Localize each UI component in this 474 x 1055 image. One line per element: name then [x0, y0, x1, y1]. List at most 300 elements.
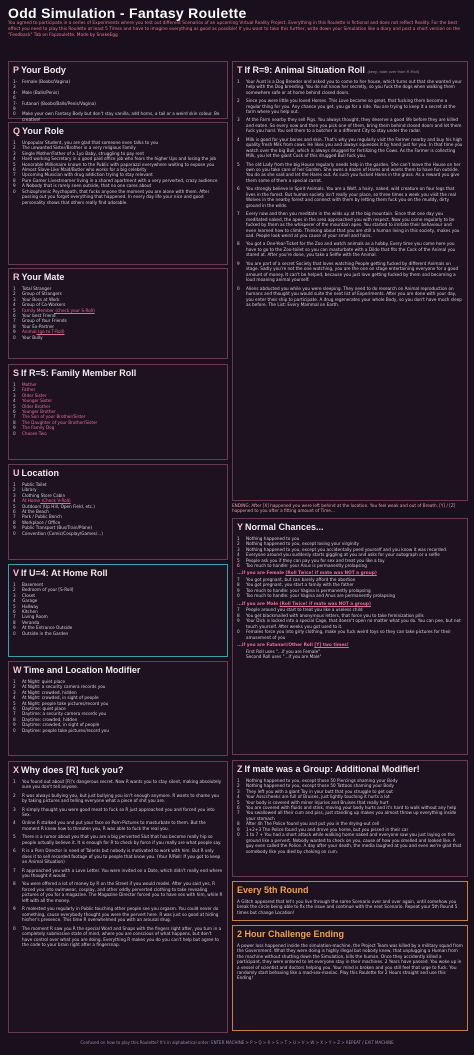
- intro-text: You agreed to participate in a series of Experiments where you test out different Scenarios of an upcoming Virtual Reality Project. Everything in this Roulette is fictional and does not reflect Reality. For the best effect you need to play this Roulette at least 5 Times and have to imagine everything as good as possible! If you want to take this further, write down your Simulation like a diary and post a short version on the "Feedback" Tab on Fapzoulette. Made by SnakeEgg: [8, 21, 461, 38]
- item-number: 7: [13, 318, 16, 324]
- list-item: [13, 111, 223, 122]
- item-text: Your Boss at Work: [22, 296, 60, 302]
- item-text: Unpopular Student, you are glad that someone even talks to you: [22, 139, 159, 145]
- item-text: At the Beach: [22, 508, 49, 514]
- list-item: [13, 728, 223, 733]
- item-number: 3: [237, 117, 240, 123]
- item-text: You got a One-Year-Ticket for the Zoo and watch animals as a hobby. Every time you come here you have to go to the Zoo-toilet so you can masturbate with a Dildo that fits the Cock of the Animal you stared at. After you're done, you take a Selfie with the Animal.: [246, 241, 456, 258]
- item-text: Convention (Comic/Cosplay/Games/...): [22, 530, 103, 536]
- section-p: [8, 61, 228, 122]
- item-text: Older Brother: [22, 403, 51, 409]
- item-text: Your Bully: [22, 334, 43, 340]
- item-number: 4: [13, 302, 16, 308]
- item-text: Nothing happened to you, except those 50 Tattoos shaming your Body: [246, 783, 394, 789]
- item-number: 2: [13, 387, 16, 393]
- item-number: 2: [237, 541, 240, 547]
- item-number: 6: [237, 804, 240, 810]
- item-number: 5: [13, 603, 16, 609]
- item-text: Younger Sister: [22, 398, 53, 404]
- item-number: 5: [13, 307, 16, 313]
- item-text: Clothing Store Cabin: [22, 492, 66, 498]
- item-text: Your body is covered with minor Injuries and Bruises that really hurt: [246, 799, 389, 805]
- item-number: 8: [237, 612, 240, 618]
- item-text: Closet: [22, 592, 36, 598]
- item-number: 3: [13, 392, 16, 398]
- item-text: You swallowed all their cum and piss, just standing up makes you almost throw up everything inside your stomach: [246, 810, 457, 821]
- list-item: [237, 593, 463, 598]
- item-number: 6: [237, 562, 240, 568]
- item-text: Workplace / Office: [22, 519, 61, 525]
- item-number: 2: [237, 98, 240, 104]
- list-item: [237, 241, 463, 257]
- item-number: 4: [13, 156, 16, 162]
- section-t-list: [237, 79, 463, 308]
- item-number: 7: [13, 867, 16, 873]
- item-number: 3: [13, 689, 16, 695]
- item-number: 8: [13, 323, 16, 329]
- item-number: 3: [13, 592, 16, 598]
- item-number: 1: [13, 678, 16, 684]
- item-text: 1+2+3 The Police found you and drove you home, but you pissed in their car: [246, 826, 409, 832]
- item-number: 7-9: [13, 100, 18, 111]
- item-number: 6: [13, 166, 16, 172]
- item-number: 5: [237, 799, 240, 805]
- item-number: 5: [237, 161, 240, 167]
- list-item: [13, 101, 223, 112]
- item-text: Your best Friend: [22, 312, 56, 318]
- item-text: Hallway: [22, 603, 39, 609]
- section-w-list: [13, 679, 223, 734]
- section-y-female-list: [237, 577, 463, 599]
- item-number: 0: [13, 925, 16, 931]
- list-item: [237, 137, 463, 159]
- item-number: 7: [237, 211, 240, 217]
- section-v: [8, 564, 228, 657]
- item-number: 5: [13, 700, 16, 706]
- item-text: Every now and then you meditate in the wilds up at the big mountain. Since that one day you meditated naked, the apes in the area approached you with respect. Now you come regularly to be fucked by them as the whisperer of the mountain apes. You started to imitate their behaviour and even learned how to climb. Thinking about that you are still a human living in this society, makes you sad. People look weird at you cause of your smell and hairs.: [246, 211, 460, 239]
- item-number: 6: [13, 848, 16, 854]
- section-r-heading: R Your Mate: [13, 272, 65, 282]
- item-text: Your Ex-Partner: [22, 323, 55, 329]
- item-text: Nothing happened to you, except those 50 Piercings shaming your Body: [246, 777, 398, 783]
- item-text: The Family Dog: [22, 425, 55, 431]
- list-item: [13, 807, 223, 818]
- item-number: 2: [13, 792, 16, 798]
- item-number: 0: [237, 832, 240, 838]
- item-text: Mother: [22, 381, 37, 387]
- item-text: At Night: people take pictures/record you: [22, 700, 109, 706]
- item-number: 4: [13, 398, 16, 404]
- section-y-male-list: [237, 607, 463, 640]
- list-item: [237, 162, 463, 184]
- list-item: [13, 834, 223, 845]
- item-text: Bedroom of your [S-Roll]: [22, 587, 74, 593]
- list-item: [13, 631, 223, 636]
- list-item: [13, 848, 223, 864]
- item-text: R molested you regularly in Public touching other people see you orgasm. You could never do something, cause everybody thought you were the pervert here. R was just so good at hiding his/her's presence. This time R overwhelmed you with an arousal drug.: [22, 906, 219, 923]
- item-number: 2: [13, 684, 16, 690]
- list-item: [237, 810, 463, 821]
- item-text: Too much to handle: your Vagina and Anus are permanently prolapsing: [246, 593, 396, 599]
- item-text: Group of Strangers: [22, 291, 62, 297]
- item-text: People around you start to treat you like a useless child: [246, 607, 363, 613]
- item-text: Your Aunt is a Dog Breeder and asked you to come to her house, which turns out that she wanted your help with the Dog breeding. You do not know her secretly, so you fuck the dogs when walking them somewhere safe or at home behind closed doors.: [246, 78, 462, 95]
- item-number: 0: [13, 111, 16, 117]
- item-number: 4: [237, 136, 240, 142]
- item-text: Your Assccheeks are full of Bruises, just lightly touching it hurts a lot: [246, 794, 390, 800]
- item-number: 7: [13, 614, 16, 620]
- item-text: Choose Two: [22, 430, 47, 436]
- item-link[interactable]: (go to T-Roll): [36, 329, 65, 335]
- item-number: 6: [13, 312, 16, 318]
- list-item: [237, 186, 463, 208]
- item-text: Schizophrenic Psychopath, that fucks anyone the moment you are alone with them. After passing out you forget everything that happened. In every day life your nice and good personality shows that others really find adorable.: [22, 188, 210, 205]
- item-number: 4: [13, 820, 16, 826]
- every5-text: A Glitch appeared that let's you live through the same Scenario over and over again, until somehow you break the circle being able to fix the issue and continue with the next Scenario. Repeat your 5th Round 5 times but change Location!: [237, 898, 458, 915]
- item-text: Females force you into girly clothing, make you fuck weird toys so they can take pictures for their amusement of you: [246, 629, 451, 640]
- item-text: You are covered with fluids and stink, moving your body hurts and it's hard to walk without any help: [246, 804, 457, 810]
- item-text: 1 to 7 + You had a short attack while walking home naked and everyone saw you just laying on the ground like a pervert. Nobody wanted to check on you, cause of how you smelled and looked like. A guy even called the Police. A day after your death, the media laughed at you and even we're glad that somebody like you died by choking on cum.: [246, 832, 462, 854]
- item-text: The old Lady from the big House regularly needs help in the garden. She can't leave the House on her own so you take care of her Garden. She owns a dozen of Hares and wants them to have fun outside. You do as she said and let the Hares out. As such you fucked Hares in the grass. As a reward you give them some of them a special carrot.: [246, 161, 461, 183]
- item-text: The Son of your Brother/Sister: [22, 414, 86, 420]
- item-number: 6: [13, 408, 16, 414]
- list-item: [237, 79, 463, 95]
- list-item: [237, 563, 463, 568]
- item-number: 4: [13, 598, 16, 604]
- item-text: Daytime: people take pictures/record you: [22, 727, 110, 733]
- section-x: [8, 761, 228, 1033]
- item-number: 0: [13, 334, 16, 340]
- item-text: At Night: quiet place: [22, 678, 66, 684]
- item-number: 3: [13, 296, 16, 302]
- item-text: Total Stranger: [22, 285, 52, 291]
- item-number: 0: [13, 530, 16, 536]
- item-number: 7: [13, 514, 16, 520]
- item-text: Veranda: [22, 619, 40, 625]
- item-text: People ask you if they can pay you for sex and treat you like a toy: [246, 557, 385, 563]
- list-item: [237, 629, 463, 640]
- item-number: 5: [13, 503, 16, 509]
- item-text: Online R stalked you and put your face on Porn-Pictures to masturbate to them. But the moment R knew how to threaten you, R was able to fuck the real you.: [22, 820, 206, 831]
- item-text: At Night: crowded, hidden: [22, 689, 77, 695]
- section-p-list: [13, 79, 223, 123]
- item-text: Your Dick is locked into a special Cage, that doesn't open no matter what you do. You can pee, but not touch yourself. After weeks you got used to it.: [246, 618, 461, 629]
- item-number: 8: [13, 177, 16, 183]
- item-text: Outside in the Garden: [22, 630, 69, 636]
- item-text: You were offered a lot of money by R on the Street if you would model. After you said yes, R forced you into swimwear, cosplay, and other oddly perverted clothing to take revealing pictures of you for a magazine. The Magazine Director forced you to have sex with him, while R left with all the money.: [22, 881, 223, 903]
- item-number: 5: [13, 403, 16, 409]
- item-number: 8: [237, 241, 240, 247]
- item-text: Aliens abducted you while you were sleeping. They need to do research on Animal reproduction on humans and thought you would suite the next list of Experiments. After you are done with your day, you enter their ship to participate. A drug regenerates your whole Body, so you don't have much sleep as before. The List: Every Mammal on Earth.: [246, 285, 462, 307]
- item-text: Library: [22, 487, 37, 493]
- item-text: You got pregnant, you start a family with the father: [246, 582, 354, 588]
- item-number: 7: [13, 711, 16, 717]
- item-link[interactable]: (Check V-Roll): [40, 498, 71, 504]
- item-number: 1: [13, 481, 16, 487]
- list-item: [237, 261, 463, 283]
- item-text: Nothing happened to you: [246, 535, 300, 541]
- item-number: 6: [13, 608, 16, 614]
- item-number: 9: [13, 625, 16, 631]
- item-number: 7: [13, 414, 16, 420]
- item-text: Since you were little you loved Horses. This Love became so great, that fucking them become a regular thing for you. Any chance you get, you go for a ride. You are trying to keep it a secret at the farm where you help out.: [246, 98, 456, 114]
- item-number: 2: [13, 145, 16, 151]
- item-number: 5: [237, 557, 240, 563]
- item-text: Garage: [22, 598, 38, 604]
- item-text: You get blackmailed with anonymous letters, that force you to take feminization pills: [246, 612, 424, 618]
- item-number: 0: [237, 593, 240, 599]
- list-item: [237, 832, 463, 854]
- female-subheading: ...if you are Female (Roll Twice! if mate was NOT a group): [237, 571, 377, 577]
- item-number: 5: [13, 834, 16, 840]
- female-note-link[interactable]: (Roll Twice! if mate was NOT a group): [285, 571, 377, 577]
- item-text: Public Transport (Bus/Train/Plane): [22, 525, 93, 531]
- item-number: 3: [237, 546, 240, 552]
- section-w: [8, 661, 228, 756]
- item-number: 9: [13, 525, 16, 531]
- item-text: Single Mother/Father of a 1yo Baby, struggling to pay rent: [22, 150, 144, 156]
- item-number: 8: [237, 821, 240, 827]
- item-text: R was always bullying you, but just bullying you isn't enough anymore. R wants to shame you by taking pictures and telling everyone what a piece of shit you are.: [22, 792, 220, 804]
- item-number: 3: [237, 788, 240, 794]
- item-text: At Night: crowded, in sight of people: [22, 695, 99, 701]
- section-x-heading: X Why does [R] fuck you?: [13, 765, 124, 775]
- item-text: Living Room: [22, 614, 48, 620]
- challenge-text: A power loss happened inside the simulation-machine, the Project Team was killed by a military squad from the Government. What they were doing is highly illegal but nobody knew, that unplugging a Human from the machine without shutting down the Simulation, kills the human. Once they accidently killed a participant, they were ordered to let everyone stay in their machines. 2 Years have passed. You woke up in a vessel of scientist and doctors helping you. Your mind is broken and you still feel that urge to fuck. You randomly start behaving like a mad-sex-maniac. Play this Roulette for 2 Hours straight and use this Ending!: [237, 942, 463, 981]
- futa-note-link[interactable]: [Y] two times!: [314, 643, 349, 649]
- section-s-list: [13, 382, 223, 437]
- item-number: 0: [237, 285, 240, 291]
- item-number: 1: [13, 285, 16, 291]
- item-text: Second Roll uses "...if you are Male": [246, 654, 322, 660]
- item-number: 4: [237, 552, 240, 558]
- item-number: 0: [237, 629, 240, 635]
- item-text: The Daughter of your Brother/Sister: [22, 419, 98, 425]
- list-item: [13, 881, 223, 903]
- item-text: Group of Co-Workers: [22, 302, 66, 308]
- section-u-heading: U Location: [13, 468, 59, 478]
- item-number: 2: [237, 783, 240, 789]
- item-number: 4: [13, 695, 16, 701]
- ending-text: ENDING: After [X] happened you were left behind at the location. You feel weak and out of Breath. [Y] / [Z] happened to you after a fitting amount of Time...: [232, 503, 456, 514]
- item-link[interactable]: (check your S-Roll): [54, 307, 95, 313]
- item-text: Father: [22, 387, 36, 393]
- item-text: Family Member (check your S-Roll): [22, 307, 95, 313]
- list-item: [13, 906, 223, 922]
- male-subheading: ...if you are Male (Roll Twice! if mate was NOT a group): [237, 601, 371, 607]
- item-text: Everyone around you suddenly starts giggling at you and asks for your autograph or a selfie: [246, 552, 440, 558]
- item-number: 9: [13, 183, 16, 189]
- challenge-heading: 2 Hour Challenge Ending: [237, 929, 345, 939]
- item-text: Make your own Fantasy Body but don't stay vanilla, add horns, a tail or a weird skin colour. Be creative!: [22, 111, 220, 122]
- item-text: Nothing happened to you, except you accidentally peed yourself and you know it was recorded.: [246, 546, 448, 552]
- section-p-heading: P Your Body: [13, 65, 66, 75]
- item-number: 2: [13, 487, 16, 493]
- item-text: First Roll uses "...if you are Female": [246, 648, 321, 654]
- item-text: R simply thought you were good meat to fuck so R just approached you and forced you into Sex.: [22, 806, 215, 817]
- item-number: 3: [13, 492, 16, 498]
- item-text: R approached you with a Love Letter. You were invited on a Date, which didn't really end where you thought it would.: [22, 867, 223, 879]
- item-number: 8: [13, 881, 16, 887]
- list-item: [13, 79, 223, 90]
- item-text: Too much to handle: your Vagina is permanently prolapsing: [246, 587, 371, 593]
- item-number: 0: [13, 188, 16, 194]
- item-text: Daytime: crowded, hidden: [22, 716, 78, 722]
- item-number: 7: [237, 576, 240, 582]
- section-v-list: [13, 582, 223, 637]
- list-item: [237, 618, 463, 629]
- item-text: Group of Your Friends: [22, 318, 67, 324]
- item-text: You got pregnant, but can barely afford the abortion: [246, 576, 356, 582]
- item-text: You strongly believe in Spirit Animals. You are a Wolf, a hairy, naked, wild creature on four legs that lives in the forest. But human society isn't really your place, so three times a week you visit the real Wolves in the nearby forest and connect with them by letting them fuck you on the muddy, dirty ground in the wilds.: [246, 186, 457, 208]
- item-text: At Night: a security camera records you: [22, 684, 106, 690]
- section-y-list: [237, 536, 463, 569]
- item-text: They left you with a giant Toy in your butt that you struggle to get out: [246, 788, 393, 794]
- item-number: 9: [13, 329, 16, 335]
- list-item: [13, 793, 223, 804]
- item-text: Daytime: a security camera records you: [22, 711, 107, 717]
- item-number: 9: [237, 260, 240, 266]
- futa-subheading: ...if you are Futanari/Other Roll [Y] two times!: [237, 643, 349, 649]
- item-text: Park / Public Bench: [22, 514, 62, 520]
- item-text: Animal (go to T-Roll): [22, 329, 65, 335]
- item-number: 0: [13, 430, 16, 436]
- item-text: Public Toilet: [22, 481, 47, 487]
- item-text: The moment R saw you R the special Word and Snaps with the fingers right after, you turn in a completely submissive state of mind, where you are conscious of what happens, but don't have control over what you are doing. Everything R makes you do you can't help but agree to the code to your brain right after a fingersnap.: [22, 925, 222, 948]
- section-t-heading: T If R=9: Animal Situation Roll (keep, start over from R-Roll): [237, 65, 420, 75]
- section-u-list: [13, 482, 223, 537]
- item-number: 8: [13, 419, 16, 425]
- item-number: 6: [13, 508, 16, 514]
- item-number: 3: [13, 150, 16, 156]
- item-text: Older Sister: [22, 392, 47, 398]
- item-number: 0: [13, 630, 16, 636]
- item-text: At Home (Check V-Roll): [22, 498, 71, 504]
- section-y-futa-list: [237, 649, 463, 660]
- item-number: 8: [237, 582, 240, 588]
- item-number: 8: [13, 716, 16, 722]
- footer-text: Confused on how to play this Roulette? It's in alphabetical order: ENTER MACHINE > P > Q > R > S > T > U > V > W > X > Y > Z > REPEAT / EXIT MACHINE: [80, 1040, 394, 1045]
- item-text: At the Entrance Outside: [22, 625, 73, 631]
- item-text: Pure Gamer Livestreamer living in a shared apartment with a very perverted, crazy audience: [22, 177, 218, 183]
- item-number: 4-6: [13, 89, 18, 101]
- item-text: Female (Boobs/Vagina): [22, 78, 71, 84]
- item-number: 1-3: [13, 78, 18, 90]
- section-w-heading: W Time and Location Modifier: [13, 665, 141, 675]
- item-text: R is a Porn Director in need of Talents but nobody is motivated to work with him. But R only does it to sell recorded footage of you to people that know you. (Your R/Roll: If you got to keep an Animal Situation): [22, 848, 221, 865]
- item-number: 7: [13, 172, 16, 178]
- list-item: [237, 211, 463, 238]
- item-text: You are part of a secret Society that loves watching People getting fucked by different Animals on stage. Sadly you're not the one watching, you are the one on stage entertaining everyone for a good amount of money. It can't be helped, because you just love getting fucked by them and becoming a loud moaning animal yourself.: [246, 260, 459, 283]
- section-r-list: [13, 286, 223, 341]
- section-t: [232, 61, 468, 501]
- item-text: Daytime: crowded, in sight of people: [22, 722, 100, 728]
- section-challenge: [232, 925, 468, 1031]
- item-text: Too much to handle: your Anus is permanently prolapsing: [246, 562, 367, 568]
- item-number: 1: [237, 78, 240, 84]
- item-number: 2: [13, 291, 16, 297]
- item-number: 7: [237, 810, 240, 816]
- item-text: Male (Balls/Penis): [22, 89, 59, 95]
- item-text: A Nobody that is rarely seen outside, that no one cares about: [22, 183, 152, 189]
- item-number: 8: [13, 619, 16, 625]
- item-number: 9: [237, 618, 240, 624]
- section-s: [8, 364, 228, 460]
- item-text: Younger Brother: [22, 408, 56, 414]
- item-number: 9: [13, 425, 16, 431]
- section-v-heading: V If U=4: At Home Roll: [13, 568, 108, 578]
- item-text: Basement: [22, 581, 44, 587]
- item-number: 6: [13, 705, 16, 711]
- section-every5: [232, 881, 468, 921]
- item-number: 9: [237, 826, 240, 832]
- item-text: At the Farm nearby they sell Pigs. You always thought, they deserve a good life before they are killed and eaten. So every now and then you pick one of them, bring them behind closed doors and let them fuck you hard. You sell them to a butcher in a different City to stay under the radar.: [246, 117, 462, 134]
- item-number: 6: [237, 186, 240, 192]
- item-number: 0: [13, 727, 16, 733]
- section-z-list: [237, 778, 463, 854]
- male-note-link[interactable]: (Roll Twice! if mate was NOT a group): [279, 601, 371, 607]
- section-q: [8, 122, 228, 265]
- item-text: The unwanted Sister/Brother in a very religious Family: [22, 145, 136, 151]
- item-number: 1: [13, 139, 16, 145]
- item-number: 9: [13, 722, 16, 728]
- every5-heading: Every 5th Round: [237, 885, 309, 895]
- item-text: There is a rumor about you that you are a big perverted Slut that has become really hip so people actually believe it. It is enough for R to check by force if you really are what people say.: [22, 834, 222, 845]
- item-text: You found out about [R]'s dangerous secret. Now R wants you to stay silent, making absolutely sure you don't tell anyone.: [22, 778, 222, 790]
- list-item: [13, 926, 223, 948]
- section-z: [232, 760, 468, 877]
- section-y: [232, 518, 468, 755]
- list-item: [13, 90, 223, 101]
- item-number: 1: [237, 777, 240, 783]
- item-number: 1: [13, 381, 16, 387]
- item-text: Hard working Secretary in a good paid office job who fears the higher Ups and losing the job: [22, 156, 217, 162]
- list-item: [13, 779, 223, 790]
- list-item: [13, 820, 223, 831]
- section-z-heading: Z If mate was a Group: Additional Modifier!: [237, 764, 420, 774]
- item-text: Honorable Millionaire known to the Public with paparazzi everywhere waiting to expose you: [22, 161, 215, 167]
- item-text: After 4h The Police found you and put you in the drying-out cell: [246, 821, 380, 827]
- item-text: Outdoors (Up Hill, Open Field, etc.): [22, 503, 95, 509]
- item-number: 1: [13, 581, 16, 587]
- list-item: [13, 431, 223, 436]
- page-title: Odd Simulation - Fantasy Roulette: [8, 5, 247, 21]
- list-item: [237, 654, 463, 659]
- list-item: [237, 117, 463, 133]
- section-q-heading: Q Your Role: [13, 126, 64, 136]
- section-x-list: [13, 779, 223, 948]
- list-item: [237, 98, 463, 114]
- list-item: [13, 531, 223, 536]
- item-number: 7: [237, 607, 240, 613]
- item-text: Daytime: quiet place: [22, 705, 66, 711]
- item-number: 1: [13, 778, 16, 784]
- item-text: Milk is good for your bones and skin. That's why you regularly visit the Farmer nearby and buy his high quality fresh Milk from cows. He likes you and always squeezes it by hand just for you. In that time you watch over the big Bull, which is always drugged for fertilizing the Cows. As the Farmer is collecting Milk, you let the giant Cock of this drugged Bull fuck you.: [246, 136, 463, 159]
- list-item: [13, 189, 223, 205]
- item-text: Upcoming Musician with drug addiction trying to stay relevant: [22, 172, 153, 178]
- section-q-list: [13, 140, 223, 205]
- item-number: 9: [13, 906, 16, 912]
- item-number: 9: [237, 587, 240, 593]
- section-s-heading: S If R=5: Family Member Roll: [13, 368, 137, 378]
- item-number: 1: [237, 535, 240, 541]
- item-number: 4: [13, 498, 16, 504]
- item-text: Kitchen: [22, 608, 38, 614]
- item-number: [237, 654, 243, 659]
- item-number: 4: [237, 794, 240, 800]
- item-number: 3: [13, 806, 16, 812]
- item-number: 5: [13, 161, 16, 167]
